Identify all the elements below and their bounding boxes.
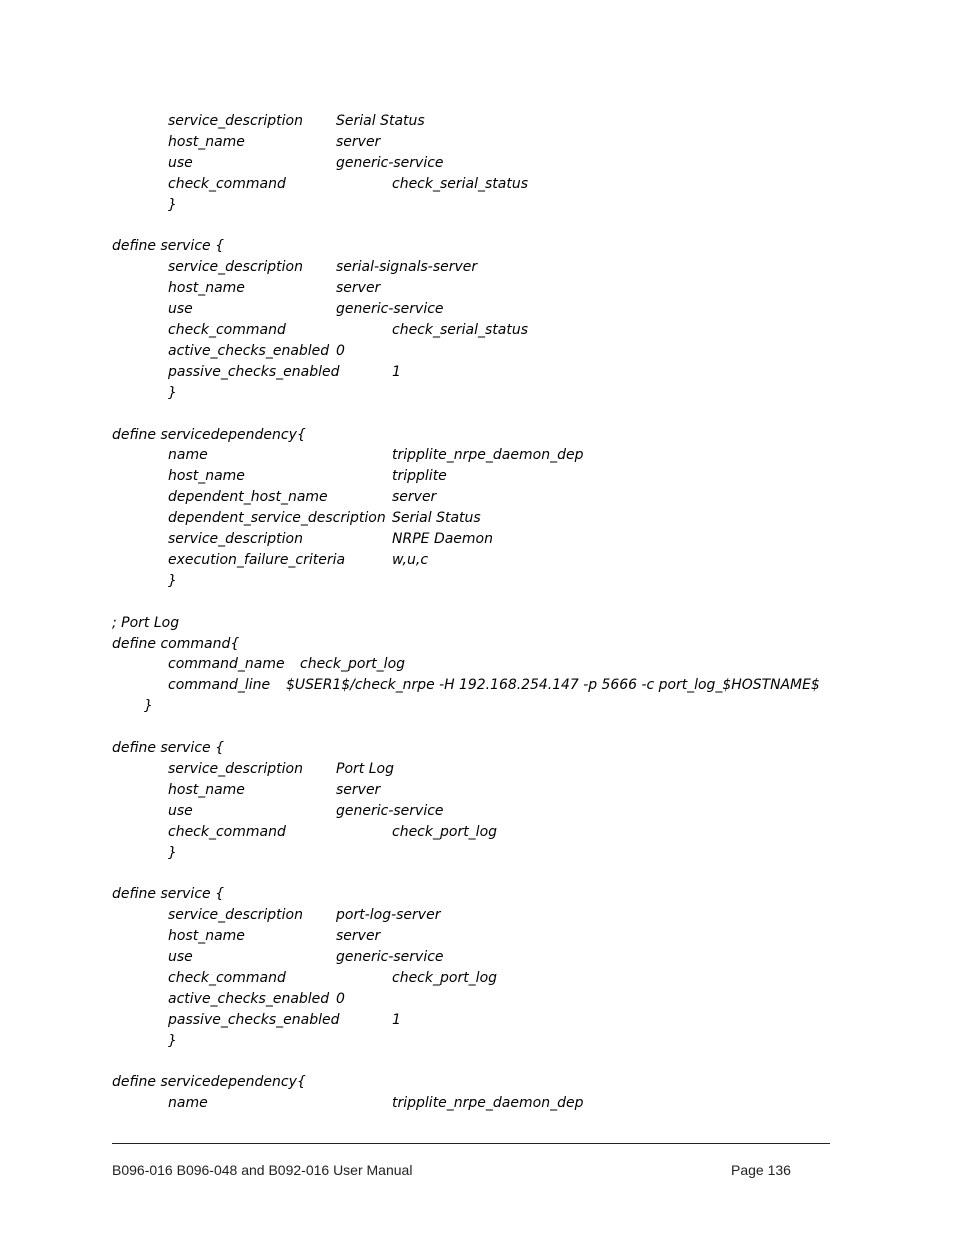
define-line: define service { <box>112 886 224 903</box>
directive-value: Port Log <box>336 760 394 777</box>
comment-line: ; Port Log <box>112 614 180 631</box>
directive-value: w,u,c <box>392 551 429 568</box>
directive-key: service_description <box>168 259 303 276</box>
directive-key: active_checks_enabled <box>168 990 330 1007</box>
directive-value: tripplite <box>392 468 447 485</box>
directive-value: NRPE Daemon <box>392 531 493 547</box>
closing-brace: } <box>168 572 177 589</box>
directive-key: check_command <box>168 322 286 338</box>
directive-value: check_port_log <box>300 656 406 673</box>
directive-key: active_checks_enabled <box>168 342 330 359</box>
directive-key: service_description <box>168 760 303 777</box>
directive-key: host_name <box>168 928 245 945</box>
closing-brace: } <box>168 844 177 861</box>
directive-key: host_name <box>168 280 245 297</box>
directive-key: use <box>168 301 193 318</box>
directive-value: tripplite_nrpe_daemon_dep <box>392 1095 584 1112</box>
footer-title: B096-016 B096-048 and B092-016 User Manual <box>112 1162 413 1178</box>
directive-value: generic-service <box>336 949 444 965</box>
directive-key: service_description <box>168 113 303 129</box>
directive-key: command_line <box>168 677 271 694</box>
directive-value: check_serial_status <box>392 175 529 192</box>
directive-value: serial-signals-server <box>336 259 478 276</box>
define-line: define servicedependency{ <box>112 1074 306 1091</box>
directive-key: dependent_host_name <box>168 489 328 506</box>
directive-key: use <box>168 802 193 819</box>
directive-key: name <box>168 1095 208 1112</box>
closing-brace: } <box>168 384 177 401</box>
directive-key: check_command <box>168 175 286 192</box>
directive-value: check_port_log <box>392 823 498 840</box>
directive-key: check_command <box>168 823 286 840</box>
directive-key: command_name <box>168 656 285 673</box>
directive-value: 0 <box>336 342 345 359</box>
define-line: define servicedependency{ <box>112 426 306 443</box>
footer-rule <box>112 1143 830 1144</box>
directive-value: 1 <box>392 1011 401 1028</box>
directive-key: name <box>168 447 208 464</box>
directive-key: passive_checks_enabled <box>168 1011 340 1028</box>
define-line: define service { <box>112 238 224 255</box>
directive-key: use <box>168 154 193 171</box>
directive-key: host_name <box>168 781 245 798</box>
directive-value: 1 <box>392 363 401 380</box>
directive-key: host_name <box>168 133 245 150</box>
directive-value: $USER1$/check_nrpe -H 192.168.254.147 -p 5666 -c port_log_$HOSTNAME$ <box>286 677 820 694</box>
directive-value: 0 <box>336 990 345 1007</box>
define-line: define service { <box>112 740 224 756</box>
directive-value: generic-service <box>336 301 444 318</box>
directive-key: execution_failure_criteria <box>168 551 346 568</box>
directive-value: generic-service <box>336 154 444 171</box>
directive-value: generic-service <box>336 802 444 819</box>
define-line: define command{ <box>112 635 240 652</box>
directive-key: check_command <box>168 969 286 986</box>
directive-key: service_description <box>168 907 303 924</box>
directive-value: server <box>336 928 381 945</box>
directive-value: server <box>392 489 437 506</box>
directive-value: server <box>336 133 381 150</box>
directive-value: server <box>336 781 381 798</box>
closing-brace: } <box>144 698 153 715</box>
directive-key: passive_checks_enabled <box>168 363 340 380</box>
directive-value: check_port_log <box>392 969 498 986</box>
directive-value: check_serial_status <box>392 322 529 338</box>
directive-value: tripplite_nrpe_daemon_dep <box>392 447 584 464</box>
directive-value: server <box>336 280 381 297</box>
directive-key: dependent_service_description <box>168 510 386 527</box>
closing-brace: } <box>168 196 177 213</box>
directive-value: port-log-server <box>336 907 441 924</box>
directive-key: service_description <box>168 531 303 547</box>
directive-value: Serial Status <box>336 113 425 129</box>
directive-key: host_name <box>168 468 245 485</box>
page-number: Page 136 <box>731 1162 791 1178</box>
directive-key: use <box>168 949 193 965</box>
closing-brace: } <box>168 1032 177 1049</box>
directive-value: Serial Status <box>392 510 481 527</box>
